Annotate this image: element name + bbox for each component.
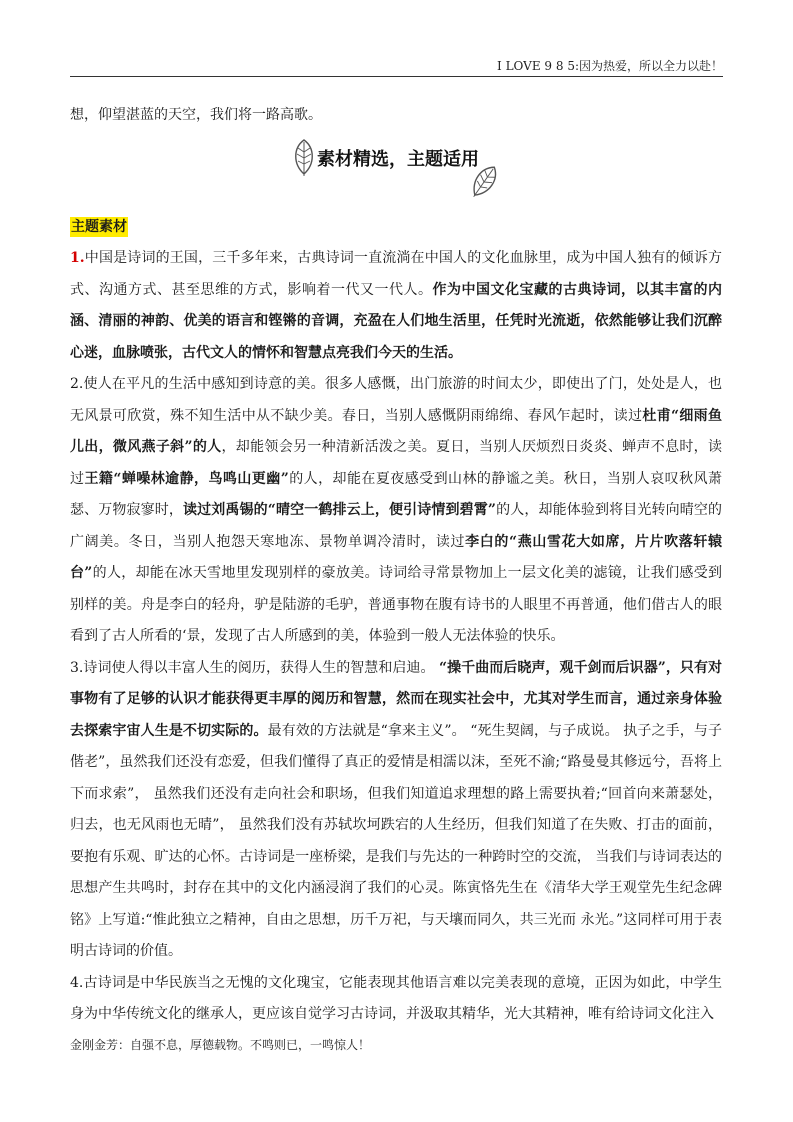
page-header: I LOVE 9 8 5:因为热爱，所以全力以赴！ [497, 59, 723, 73]
leaf-icon [469, 162, 499, 202]
body-text: 古诗词是中华民族当之无愧的文化瑰宝，它能表现其他语言难以完美表现的意境，正因为如此，中学生身为中华传统文化的继承人，更应该自觉学习古诗词，并汲取其精华，光大其精神，唯有给诗词文化注入 [70, 974, 722, 1022]
body-text: 的人，却能体验到将目光转向晴空的广阔美。冬日，当别人抱怨天寒地冻、景物单调冷清时，读过 [70, 502, 723, 550]
body-text: 诗词使人得以丰富人生的阅历，获得人生的智慧和启迪。 [83, 659, 440, 676]
paragraph-3 [70, 653, 722, 968]
paragraph-number: 1. [70, 250, 85, 266]
emphasis-text: 读过刘禹锡的“晴空一鹤排云上，便引诗情到碧霄” [183, 502, 496, 518]
emphasis-text: 李白的“燕山雪花大如席，片片吹落轩辕台” [70, 533, 723, 581]
section-heading [70, 212, 722, 244]
emphasis-text: 作为中国文化宝藏的古典诗词，以其丰富的内涵、清丽的神韵、优美的语言和铿锵的音调，充盈在人们地生活里，任凭时光流逝，依然能够让我们沉醉心迷，血脉喷张，古代文人的情怀和智慧点亮我们今天的生活。 [70, 281, 722, 361]
body-text: ，却能领会另一种清新活泼之美。夏日，当别人厌烦烈日炎炎、蝉声不息时，读过 [70, 439, 722, 487]
paragraph-list [70, 243, 722, 1031]
section-label: 主题素材 [71, 218, 127, 235]
body-text: 最有效的方法就是“拿来主义”。 “死生契阔，与子成说。 执子之手，与子偕老”，虽然我们还没有恋爱，但我们懂得了真正的爱情是相濡以沫，至死不渝;“路曼曼其修远兮，吾将上下而求索”， 虽然我们还没有走向社会和职场，但我们知道追求理想的路上需要执着;“回首向来萧瑟处，归去，也无风雨也无晴”， 虽然我们没有苏轼坎坷跌宕的人生经历，但我们知道了在失败、打击的面前，要抱有乐观、旷达的心怀。古诗词是一座桥梁，是我们与先达的一种跨时空的交流， 当我们与诗词表达的 思想产生共鸣时，封存在其中的文化内涵浸润了我们的心灵。陈寅恪先生在《清华大学王观堂先生纪念碑铭》上写道:“惟此独立之精神，自由之思想，历千万祀，与天壤而同久，共三光而 永光。”这同样可用于表明古诗词的价值。 [70, 722, 722, 959]
body-text: 的人，却能在夏夜感受到山林的静谧之美。秋日，当别人哀叹秋风萧瑟、万物寂寥时， [70, 470, 723, 518]
body-text: 的人，却能在冰天雪地里发现别样的豪放美。诗词给寻常景物加上一层文化美的滤镜，让我们感受到别样的美。舟是李白的轻舟，驴是陆游的毛驴，普通事物在腹有诗书的人眼里不再普通，他们借古人的眼看到了古人所看的‘景，发现了古人所感到的美，体验到一般人无法体验的快乐。 [70, 565, 723, 644]
paragraph-1 [70, 243, 722, 369]
document-body [70, 100, 722, 1031]
intro-line: 想，仰望湛蓝的天空，我们将一路高歌。 [70, 107, 322, 123]
banner-title: 素材精选，主题适用 [317, 148, 479, 170]
header-divider [70, 76, 723, 77]
page-footer: 金刚金芳：自强不息，厚德载物。不鸣则已，一鸣惊人！ [70, 1038, 371, 1052]
paragraph-4 [70, 968, 722, 1031]
section-banner [70, 134, 722, 204]
paragraph-number: 2. [70, 376, 84, 392]
emphasis-text: “操千曲而后晓声，观千剑而后识器”，只有对事物有了足够的认识才能获得更丰厚的阅历和智慧，然而在现实社会中，尤其对学生而言，通过亲身体验去探索宇宙人生是不切实际的。 [70, 659, 723, 739]
emphasis-text: 王籍“蝉噪林逾静，鸟鸣山更幽” [84, 470, 289, 487]
body-text: 中国是诗词的王国，三千多年来，古典诗词一直流淌在中国人的文化血脉里，成为中国人独有的倾诉方式、沟通方式、甚至思维的方式，影响着一代又一代人。 [70, 250, 722, 298]
paragraph-number: 3. [70, 659, 84, 676]
paragraph-number: 4. [70, 974, 84, 991]
body-text: 使人在平凡的生活中感知到诗意的美。很多人感慨，出门旅游的时间太少，即使出了门，处处是人，也无风景可欣赏，殊不知生活中从不缺少美。春日，当别人感慨阴雨绵绵、春风乍起时，读过 [70, 376, 722, 424]
emphasis-text: 杜甫“细雨鱼儿出，微风燕子斜”的人 [70, 407, 722, 455]
leaf-icon [289, 138, 319, 178]
paragraph-2 [70, 369, 722, 653]
